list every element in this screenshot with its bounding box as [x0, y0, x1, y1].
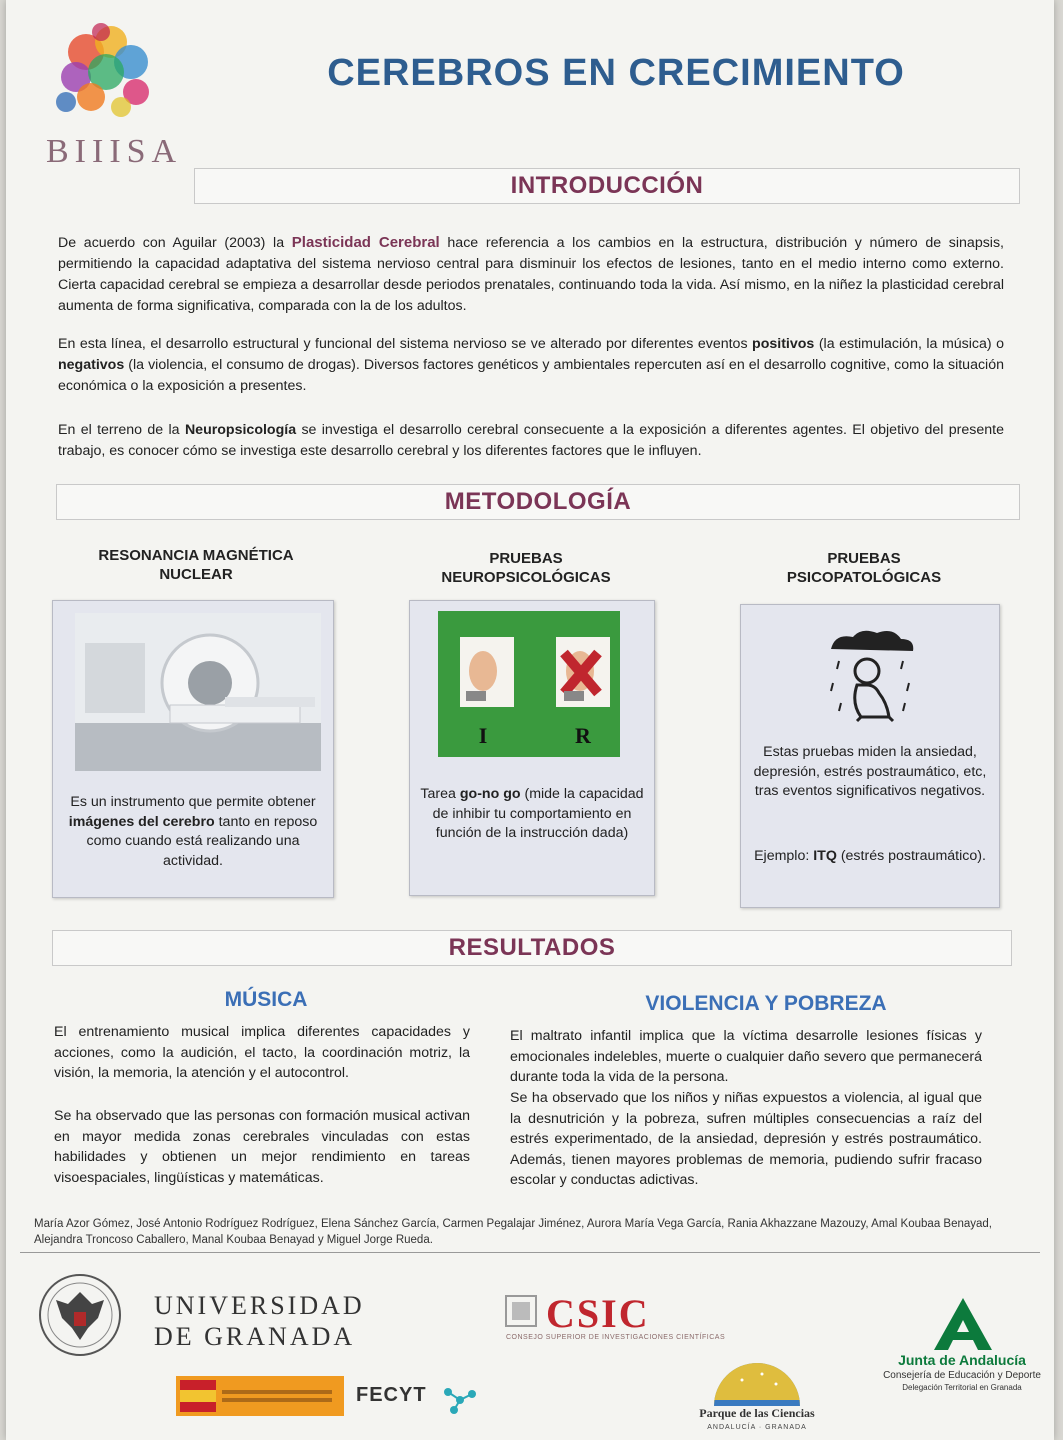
letter-r: R — [575, 723, 591, 748]
section-results-title: RESULTADOS — [448, 934, 616, 961]
ugr-seal-icon — [28, 1270, 132, 1360]
section-results — [52, 930, 1012, 966]
card-mri — [52, 600, 334, 898]
biiisa-logo — [36, 12, 183, 172]
letter-i: I — [478, 723, 488, 748]
method-col2-title: PRUEBAS NEUROPSICOLÓGICAS — [441, 550, 611, 586]
card-mri-text: Es un instrumento que permite obtener imágenes del cerebro tanto en reposo como cuando está realizando una actividad. — [68, 794, 318, 869]
parque-ciencias-name: Parque de las Ciencias — [699, 1406, 815, 1420]
card-psychopathology — [740, 604, 1000, 908]
poster — [6, 0, 1054, 1440]
card-psychopathology-example: Ejemplo: ITQ (estrés postraumático). — [754, 848, 986, 864]
logo-lettering: BIIISA — [46, 133, 183, 170]
section-method — [56, 484, 1020, 520]
parque-ciencias-logo — [712, 1360, 802, 1408]
card-gonogo — [409, 600, 655, 896]
card-psychopathology-text: Estas pruebas miden la ansiedad, depresión, estrés postraumático, etc, tras eventos significativos negativos. — [753, 744, 987, 799]
card-gonogo-text: Tarea go-no go (mide la capacidad de inhibir tu comportamiento en función de la instrucción dada) — [420, 786, 644, 841]
results-violence-p1: El maltrato infantil implica que la víctima desarrolle lesiones físicas y emocionales indelebles, muerte o cualquier daño severo que permanecerá durante toda la vida de la persona. — [510, 1028, 982, 1085]
intro-paragraph-3: En el terreno de la Neuropsicología se investiga el desarrollo cerebral consecuente a la exposición a diferentes agentes. El objetivo del presente trabajo, es conocer cómo se investiga este desarrollo cerebral y los diferentes factores que le influyen. — [58, 422, 1004, 459]
parque-ciencias-sub: ANDALUCÍA · GRANADA — [707, 1424, 807, 1431]
junta-andalucia-logo — [930, 1296, 996, 1352]
results-music-title: MÚSICA — [224, 988, 308, 1011]
term-plasticidad: Plasticidad Cerebral — [291, 234, 440, 251]
intro-paragraph-2: En esta línea, el desarrollo estructural y funcional del sistema nervioso se ve alterado por diferentes eventos positivos (la estimulación, la música) o negativos (la violencia, el consumo de drogas). Diversos factores genéticos y ambientales repercuten así en el desarrollo cognitive, como la situación económica o la exposición a presentes. — [58, 336, 1004, 394]
results-music-p1: El entrenamiento musical implica diferentes capacidades y acciones, como la audición, el tacto, la coordinación motriz, la visión, la memoria, la atención y el autocontrol. — [54, 1024, 470, 1081]
spanish-government-logo — [176, 1376, 344, 1416]
poster-title: CEREBROS EN CRECIMIENTO — [327, 52, 905, 94]
method-col3-title: PRUEBAS PSICOPATOLÓGICAS — [786, 550, 942, 586]
results-violence-p2: Se ha observado que los niños y niñas expuestos a violencia, al igual que la desnutrición y la pobreza, sufren múltiples consecuencias a raíz del estrés experimentado, de la ansiedad, depresión y estrés postraumático. Además, tienen mayores problemas de memoria, pudiendo sufrir fracaso escolar y conductas adictivas. — [510, 1090, 982, 1188]
csic-emblem-icon — [504, 1294, 538, 1328]
ugr-name: UNIVERSIDAD DE GRANADA — [154, 1291, 365, 1351]
fecyt-logo: FECYT — [356, 1384, 427, 1406]
csic-logo: CSIC — [546, 1291, 650, 1336]
results-music-p2: Se ha observado que las personas con formación musical activan en mayor medida zonas cerebrales vinculadas con estas habilidades y obtienen un mejor rendimiento en tareas visoespaciales, lingüísticas y matemáticas. — [54, 1108, 470, 1186]
section-intro-title: INTRODUCCIÓN — [510, 172, 704, 199]
mri-scanner-image — [75, 613, 321, 771]
authors-list: María Azor Gómez, José Antonio Rodríguez Rodríguez, Elena Sánchez García, Carmen Pegalajar Jiménez, Aurora María Vega García, Rania Akhazzane Mazouzy, Amal Koubaa Benayad, Alejandra Troncoso Caballero, Manal Koubaa Benayad y Miguel Jorge Rueda. — [34, 1218, 992, 1246]
results-violence-title: VIOLENCIA Y POBREZA — [645, 992, 887, 1015]
fecyt-molecule-icon — [442, 1384, 478, 1416]
csic-subtitle: CONSEJO SUPERIOR DE INVESTIGACIONES CIENTÍFICAS — [506, 1334, 726, 1341]
method-col1-title: RESONANCIA MAGNÉTICA NUCLEAR — [98, 547, 294, 583]
go-no-go-image — [438, 611, 620, 757]
intro-paragraph-1: De acuerdo con Aguilar (2003) la Plasticidad Cerebral hace referencia a los cambios en la estructura, distribución y número de sinapsis, permitiendo la capacidad adaptativa del sistema nervioso central para disminuir los efectos de lesiones, tanto en el medio interno como externo. Cierta capacidad cerebral se empieza a desarrollar desde periodos prenatales, continuando toda la vida. Así mismo, en la niñez la plasticidad cerebral aumenta de forma significativa, comparada con la de los adultos. — [58, 234, 1004, 314]
junta-andalucia-text: Junta de Andalucía Consejería de Educación y Deporte Delegación Territorial en Granada — [883, 1352, 1041, 1392]
footer-divider — [20, 1252, 1040, 1253]
rain-cloud-person-icon — [821, 627, 921, 727]
section-method-title: METODOLOGÍA — [444, 488, 632, 515]
section-intro — [194, 168, 1020, 204]
